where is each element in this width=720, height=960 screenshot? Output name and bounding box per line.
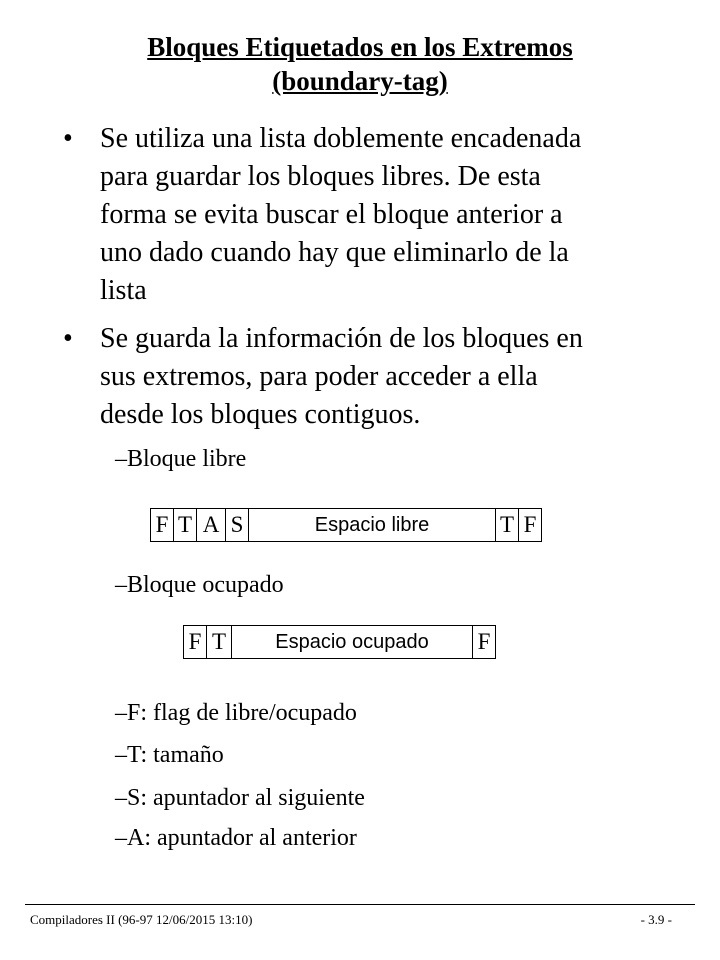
- bullet-dot: •: [63, 323, 73, 354]
- used-block-cell-f-end: F: [477, 629, 491, 654]
- title-line-1: Bloques Etiquetados en los Extremos: [147, 32, 573, 62]
- used-block-cell-f: F: [184, 626, 207, 658]
- bullet-1-line: lista: [100, 275, 147, 306]
- legend-item-t: –T: tamaño: [115, 742, 224, 768]
- free-block-diagram: [150, 508, 542, 542]
- slide-title: [0, 30, 720, 98]
- used-block-cell-t: T: [207, 626, 232, 658]
- legend-item-f: –F: flag de libre/ocupado: [115, 700, 357, 726]
- bullet-1-line: forma se evita buscar el bloque anterior a: [100, 199, 563, 230]
- free-block-cell-f-end: F: [523, 512, 537, 537]
- free-block-cell-t: T: [174, 509, 197, 541]
- legend-item-a: –A: apuntador al anterior: [115, 825, 357, 851]
- used-block-diagram: [183, 625, 496, 659]
- bullet-2-line: Se guarda la información de los bloques en: [100, 323, 583, 354]
- used-block-cell-space: Espacio ocupado: [232, 626, 473, 658]
- footer-course-info: Compiladores II (96-97 12/06/2015 13:10): [30, 912, 253, 927]
- footer-divider: [25, 904, 695, 905]
- bullet-2-text: [100, 320, 670, 434]
- free-block-cell-f: F: [151, 509, 174, 541]
- free-block-cell-space: Espacio libre: [249, 509, 496, 541]
- bullet-dot: •: [63, 123, 73, 154]
- bullet-1-line: para guardar los bloques libres. De esta: [100, 161, 541, 192]
- free-block-cell-t-end: T: [496, 509, 519, 541]
- bullet-1-text: [100, 120, 670, 310]
- footer-page-number: - 3.9 -: [640, 912, 672, 927]
- bullet-1-line: uno dado cuando hay que eliminarlo de la: [100, 237, 569, 268]
- bullet-2-line: sus extremos, para poder acceder a ella: [100, 361, 538, 392]
- free-block-cell-a: A: [197, 509, 226, 541]
- bullet-1-line: Se utiliza una lista doblemente encadenada: [100, 123, 582, 154]
- legend-item-s: –S: apuntador al siguiente: [115, 785, 365, 811]
- sub-item-used-block: –Bloque ocupado: [115, 572, 284, 598]
- sub-item-free-block: –Bloque libre: [115, 446, 247, 472]
- free-block-cell-s: S: [226, 509, 249, 541]
- title-line-2: (boundary-tag): [272, 66, 448, 96]
- bullet-2-line: desde los bloques contiguos.: [100, 399, 421, 430]
